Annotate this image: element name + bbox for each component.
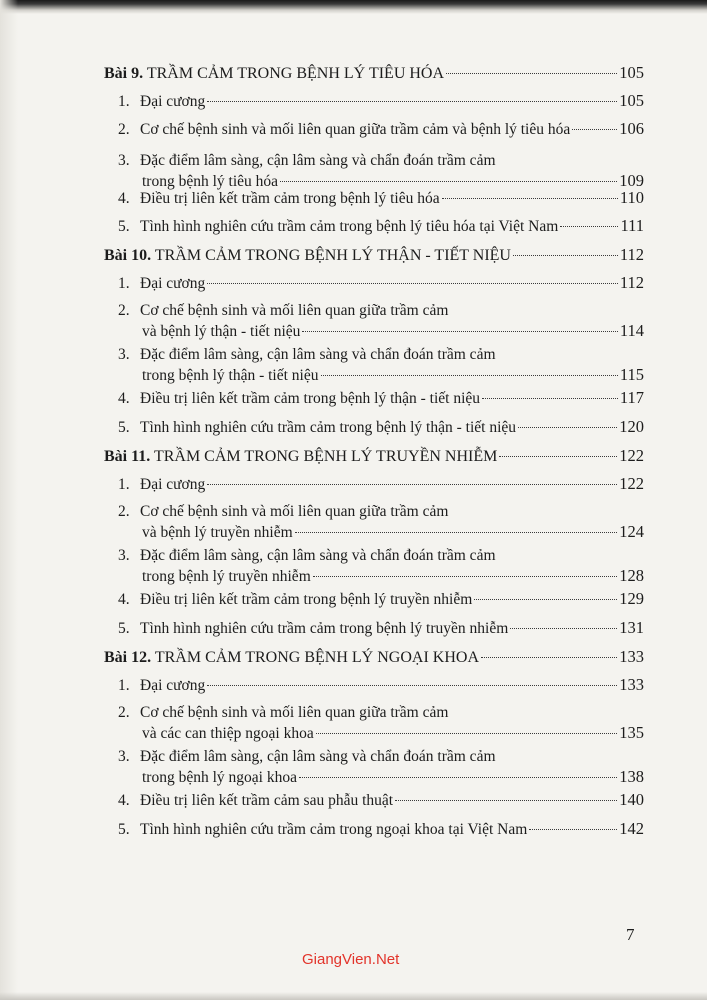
item-number: 3. bbox=[118, 748, 130, 765]
toc-page-number: 105 bbox=[619, 63, 644, 82]
toc-lesson bbox=[104, 245, 644, 266]
item-number: 5. bbox=[118, 821, 130, 838]
dot-leader bbox=[474, 599, 617, 600]
toc-item bbox=[104, 417, 644, 438]
toc-page-number: 105 bbox=[619, 91, 644, 110]
toc-page-number: 109 bbox=[619, 171, 644, 190]
dot-leader bbox=[295, 532, 618, 533]
toc-item bbox=[104, 790, 644, 811]
toc-page-number: 112 bbox=[619, 245, 644, 264]
item-title: Đặc điểm lâm sàng, cận lâm sàng và chẩn đoán trầm cảm bbox=[140, 748, 496, 765]
item-title: Cơ chế bệnh sinh và mối liên quan giữa trầm cảm bbox=[140, 704, 449, 721]
scan-bottom-edge bbox=[0, 992, 707, 1000]
dot-leader bbox=[529, 829, 617, 830]
lesson-title bbox=[104, 648, 479, 668]
dot-leader bbox=[499, 456, 617, 457]
lesson-title bbox=[104, 447, 497, 467]
item-title: Tình hình nghiên cứu trầm cảm trong bệnh lý tiêu hóa tại Việt Nam bbox=[140, 218, 559, 235]
dot-leader bbox=[395, 800, 617, 801]
dot-leader bbox=[510, 628, 617, 629]
dot-leader bbox=[518, 427, 617, 428]
toc-page-number: 129 bbox=[619, 589, 644, 608]
item-title: Cơ chế bệnh sinh và mối liên quan giữa trầm cảm và bệnh lý tiêu hóa bbox=[140, 121, 571, 138]
item-title: và bệnh lý truyền nhiễm bbox=[142, 524, 293, 541]
toc-page-number: 133 bbox=[619, 647, 644, 666]
toc-page-number: 124 bbox=[619, 522, 644, 541]
item-number: 5. bbox=[118, 419, 130, 436]
toc-page-number: 111 bbox=[620, 216, 644, 235]
toc-page-number: 115 bbox=[619, 365, 644, 384]
item-title: trong bệnh lý ngoại khoa bbox=[142, 769, 297, 786]
item-title: Điều trị liên kết trầm cảm trong bệnh lý thận - tiết niệu bbox=[140, 390, 481, 407]
item-number: 1. bbox=[118, 93, 130, 110]
item-number: 4. bbox=[118, 390, 130, 407]
dot-leader bbox=[513, 255, 618, 256]
item-number: 2. bbox=[118, 503, 130, 520]
dot-leader bbox=[442, 198, 618, 199]
item-number: 3. bbox=[118, 547, 130, 564]
lesson-title-text: TRẦM CẢM TRONG BỆNH LÝ TIÊU HÓA bbox=[146, 65, 445, 82]
item-number: 4. bbox=[118, 190, 130, 207]
lesson-title bbox=[104, 246, 511, 266]
item-title: trong bệnh lý tiêu hóa bbox=[142, 173, 279, 190]
toc-lesson bbox=[104, 446, 644, 467]
toc-item bbox=[104, 91, 644, 112]
item-title: Đặc điểm lâm sàng, cận lâm sàng và chẩn đoán trầm cảm bbox=[140, 346, 496, 363]
scan-top-edge bbox=[0, 0, 707, 14]
toc-page-number: 110 bbox=[619, 188, 644, 207]
toc-page-number: 138 bbox=[619, 767, 644, 786]
lesson-label: Bài 9. bbox=[104, 65, 144, 82]
watermark: GiangVien.Net bbox=[302, 951, 400, 968]
toc-item bbox=[104, 703, 644, 744]
item-title: trong bệnh lý truyền nhiễm bbox=[142, 568, 311, 585]
item-number: 5. bbox=[118, 620, 130, 637]
item-title: Tình hình nghiên cứu trầm cảm trong bệnh lý truyền nhiễm bbox=[140, 620, 509, 637]
dot-leader bbox=[299, 777, 617, 778]
item-number: 3. bbox=[118, 346, 130, 363]
item-number: 2. bbox=[118, 302, 130, 319]
toc-lesson bbox=[104, 647, 644, 668]
item-title: Cơ chế bệnh sinh và mối liên quan giữa trầm cảm bbox=[140, 503, 449, 520]
toc-item bbox=[104, 502, 644, 543]
item-title: Cơ chế bệnh sinh và mối liên quan giữa trầm cảm bbox=[140, 302, 449, 319]
item-number: 4. bbox=[118, 792, 130, 809]
item-title: Đại cương bbox=[140, 677, 206, 694]
toc-page-number: 106 bbox=[619, 119, 644, 138]
lesson-title-text: TRẦM CẢM TRONG BỆNH LÝ THẬN - TIẾT NIỆU bbox=[154, 247, 511, 264]
toc-item bbox=[104, 151, 644, 192]
toc-page-number: 140 bbox=[619, 790, 644, 809]
dot-leader bbox=[207, 101, 617, 102]
dot-leader bbox=[280, 181, 617, 182]
toc-page-number: 133 bbox=[619, 675, 644, 694]
toc-lesson bbox=[104, 63, 644, 84]
item-number: 1. bbox=[118, 476, 130, 493]
item-number: 1. bbox=[118, 677, 130, 694]
dot-leader bbox=[207, 283, 618, 284]
lesson-label: Bài 12. bbox=[104, 649, 152, 666]
item-title: Điều trị liên kết trầm cảm trong bệnh lý truyền nhiễm bbox=[140, 591, 473, 608]
dot-leader bbox=[482, 398, 618, 399]
toc-item bbox=[104, 345, 644, 386]
toc-item bbox=[104, 546, 644, 587]
toc-item bbox=[104, 273, 644, 294]
lesson-label: Bài 10. bbox=[104, 247, 152, 264]
dot-leader bbox=[481, 657, 617, 658]
toc-item bbox=[104, 474, 644, 495]
item-title: Tình hình nghiên cứu trầm cảm trong ngoại khoa tại Việt Nam bbox=[140, 821, 528, 838]
item-title: Đại cương bbox=[140, 476, 206, 493]
dot-leader bbox=[446, 73, 617, 74]
scan-left-edge bbox=[0, 0, 18, 1000]
toc-item bbox=[104, 747, 644, 788]
item-title: và bệnh lý thận - tiết niệu bbox=[142, 323, 301, 340]
toc-item bbox=[104, 301, 644, 342]
item-title: trong bệnh lý thận - tiết niệu bbox=[142, 367, 319, 384]
item-title: Đại cương bbox=[140, 93, 206, 110]
item-title: Đại cương bbox=[140, 275, 206, 292]
dot-leader bbox=[316, 733, 618, 734]
item-number: 2. bbox=[118, 704, 130, 721]
item-number: 2. bbox=[118, 121, 130, 138]
lesson-label: Bài 11. bbox=[104, 448, 151, 465]
toc-item bbox=[104, 388, 644, 409]
lesson-title bbox=[104, 64, 444, 84]
lesson-title-text: TRẦM CẢM TRONG BỆNH LÝ NGOẠI KHOA bbox=[154, 649, 479, 666]
dot-leader bbox=[207, 484, 617, 485]
item-number: 3. bbox=[118, 152, 130, 169]
item-title: Đặc điểm lâm sàng, cận lâm sàng và chẩn đoán trầm cảm bbox=[140, 152, 496, 169]
item-title: Tình hình nghiên cứu trầm cảm trong bệnh lý thận - tiết niệu bbox=[140, 419, 517, 436]
dot-leader bbox=[302, 331, 617, 332]
toc-item bbox=[104, 216, 644, 237]
toc-item bbox=[104, 589, 644, 610]
toc-item bbox=[104, 188, 644, 209]
item-title: Điều trị liên kết trầm cảm trong bệnh lý tiêu hóa bbox=[140, 190, 440, 207]
dot-leader bbox=[572, 129, 617, 130]
item-title: Đặc điểm lâm sàng, cận lâm sàng và chẩn đoán trầm cảm bbox=[140, 547, 496, 564]
item-title: và các can thiệp ngoại khoa bbox=[142, 725, 314, 742]
toc-item bbox=[104, 618, 644, 639]
item-title: Điều trị liên kết trầm cảm sau phẫu thuật bbox=[140, 792, 394, 809]
toc-item bbox=[104, 675, 644, 696]
lesson-title-text: TRẦM CẢM TRONG BỆNH LÝ TRUYỀN NHIỄM bbox=[153, 448, 498, 465]
toc-page-number: 117 bbox=[619, 388, 644, 407]
toc-page-number: 128 bbox=[619, 566, 644, 585]
toc-page-number: 122 bbox=[619, 446, 644, 465]
dot-leader bbox=[313, 576, 618, 577]
toc-page-number: 122 bbox=[619, 474, 644, 493]
toc-page-number: 135 bbox=[619, 723, 644, 742]
toc-page-number: 112 bbox=[619, 273, 644, 292]
page-number: 7 bbox=[626, 925, 635, 944]
item-number: 4. bbox=[118, 591, 130, 608]
dot-leader bbox=[560, 226, 618, 227]
toc-page-number: 142 bbox=[619, 819, 644, 838]
dot-leader bbox=[207, 685, 617, 686]
toc-page-number: 131 bbox=[619, 618, 644, 637]
item-number: 5. bbox=[118, 218, 130, 235]
toc-item bbox=[104, 819, 644, 840]
toc-item bbox=[104, 119, 644, 140]
toc-page-number: 120 bbox=[619, 417, 644, 436]
toc-page-number: 114 bbox=[619, 321, 644, 340]
dot-leader bbox=[321, 375, 618, 376]
item-number: 1. bbox=[118, 275, 130, 292]
